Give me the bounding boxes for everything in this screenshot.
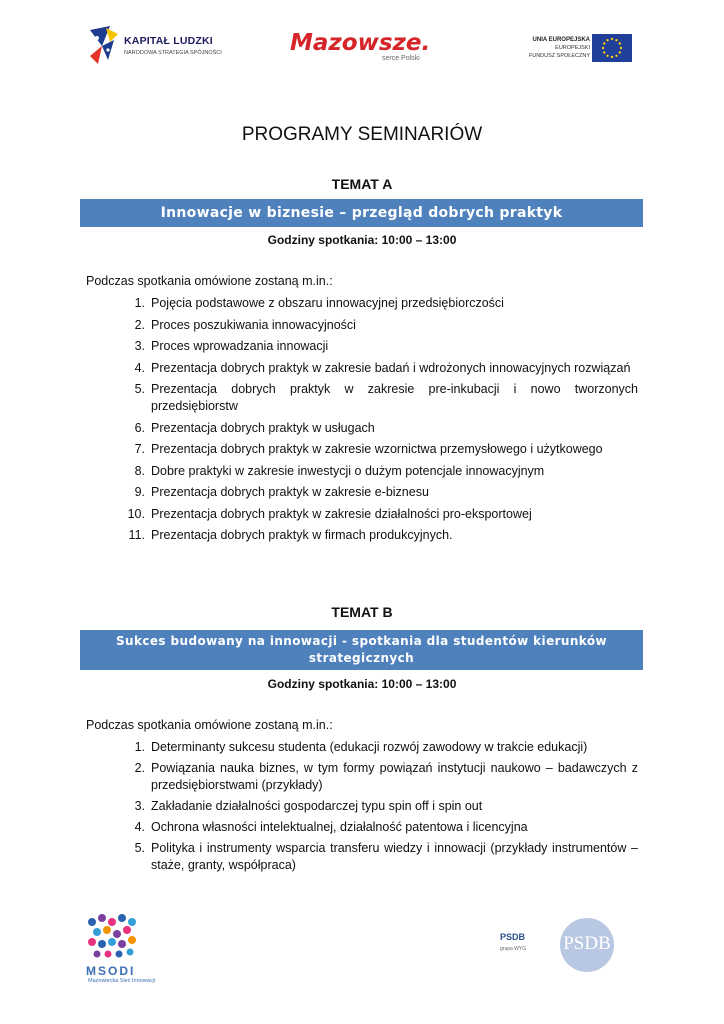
list-item-number: 7. [134, 442, 145, 456]
list-item [110, 317, 638, 334]
list-item [110, 798, 638, 815]
psdb-name: PSDB [500, 932, 526, 942]
list-item-text: Prezentacja dobrych praktyk w firmach produkcyjnych. [151, 528, 453, 542]
list-item [110, 420, 638, 437]
kapital-ludzki-subtitle: NARODOWA STRATEGIA SPÓJNOŚCI [124, 50, 222, 56]
list-item [110, 463, 638, 480]
list-item-text: Prezentacja dobrych praktyk w zakresie pre-inkubacji i nowo tworzonych przedsiębiorstw [151, 382, 638, 413]
list-item-number: 3. [134, 339, 145, 353]
list-item [110, 739, 638, 756]
topic-b-label: TEMAT B [331, 604, 393, 620]
kapital-ludzki-flag-icon [88, 26, 120, 64]
list-item-text: Determinanty sukcesu studenta (edukacji rozwój zawodowy w trakcie edukacji) [151, 740, 588, 754]
msodi-name: MSODI [86, 964, 136, 978]
list-item-text: Proces wprowadzania innowacji [151, 339, 329, 353]
list-item [110, 840, 638, 874]
list-item [110, 295, 638, 312]
list-item-number: 6. [134, 420, 145, 435]
list-item [110, 527, 638, 544]
list-item-number: 11. [128, 528, 145, 542]
list-item-number: 1. [134, 740, 145, 754]
list-item-number: 5. [134, 841, 145, 855]
kapital-ludzki-logo [88, 26, 228, 68]
list-item [110, 484, 638, 501]
eu-text [529, 36, 590, 60]
eu-logo [508, 34, 632, 64]
list-item [110, 760, 638, 794]
list-item-number: 4. [134, 360, 145, 375]
mazowsze-logo [290, 30, 440, 66]
topic-a-intro: Podczas spotkania omówione zostaną m.in.: [86, 274, 333, 288]
mazowsze-title: Mazowsze. [290, 30, 431, 56]
eu-line-3: FUNDUSZ SPOŁECZNY [528, 53, 590, 59]
list-item-text: Prezentacja dobrych praktyk w zakresie badań i wdrożonych innowacyjnych rozwiązań [151, 360, 631, 375]
list-item [110, 819, 638, 836]
list-item [110, 441, 638, 458]
list-item-number: 2. [134, 317, 145, 332]
psdb-subtitle: grupa WYG [500, 946, 527, 952]
list-item-number: 3. [134, 799, 145, 813]
eu-line-2: EUROPEJSKI [555, 45, 590, 51]
list-item-number: 10. [127, 506, 145, 521]
list-item-text: Prezentacja dobrych praktyk w zakresie e-biznesu [151, 485, 429, 499]
list-item-text: Zakładanie działalności gospodarczej typu spin off i spin out [151, 799, 483, 813]
list-item-text: Prezentacja dobrych praktyk w zakresie działalności pro-eksportowej [151, 506, 532, 521]
topic-b-intro: Podczas spotkania omówione zostaną m.in.: [86, 718, 333, 732]
msodi-subtitle: Mazowiecka Sieć Innowacji [88, 978, 155, 984]
list-item [110, 360, 638, 377]
list-item [110, 506, 638, 523]
mazowsze-subtitle: serce Polski [382, 55, 420, 62]
kapital-ludzki-title: KAPITAŁ LUDZKI [124, 35, 213, 47]
list-item-text: Ochrona własności intelektualnej, działalność patentowa i licencyjna [151, 820, 528, 834]
msodi-dots-icon [84, 912, 160, 964]
list-item-number: 5. [134, 382, 145, 396]
eu-line-1: UNIA EUROPEJSKA [532, 37, 590, 43]
list-item-text: Proces poszukiwania innowacyjności [151, 317, 356, 332]
list-item-number: 4. [134, 820, 145, 834]
page-title: PROGRAMY SEMINARIÓW [241, 124, 483, 145]
list-item-number: 2. [134, 761, 145, 775]
list-item-text: Polityka i instrumenty wsparcia transferu wiedzy i innowacji (przykłady instrumentów – staże, granty, współpraca) [151, 841, 638, 872]
topic-a-hours: Godziny spotkania: 10:00 – 13:00 [267, 233, 457, 247]
topic-b-banner: Sukces budowany na innowacji - spotkania dla studentów kierunków strategicznych [80, 630, 643, 670]
list-item-text: Prezentacja dobrych praktyk w usługach [151, 420, 375, 435]
topic-a-label: TEMAT A [331, 176, 393, 192]
topic-a-banner: Innowacje w biznesie – przegląd dobrych praktyk [80, 199, 643, 227]
list-item-text: Pojęcia podstawowe z obszaru innowacyjnej przedsiębiorczości [151, 296, 504, 310]
psdb-mark: PSDB [563, 933, 611, 954]
topic-b-hours: Godziny spotkania: 10:00 – 13:00 [267, 677, 457, 691]
list-item-number: 8. [134, 463, 145, 478]
msodi-logo [84, 912, 160, 984]
list-item-text: Prezentacja dobrych praktyk w zakresie wzornictwa przemysłowego i użytkowego [151, 442, 603, 456]
list-item-text: Dobre praktyki w zakresie inwestycji o dużym potencjale innowacyjnym [151, 463, 545, 478]
list-item [110, 338, 638, 355]
topic-a-list [110, 295, 638, 549]
topic-b-list [110, 739, 638, 878]
list-item-number: 9. [134, 485, 145, 499]
psdb-logo [488, 918, 628, 976]
list-item-text: Powiązania nauka biznes, w tym formy powiązań instytucji naukowo – badawczych z przedsiębiorstwami (przykłady) [151, 761, 638, 792]
eu-flag-icon [592, 34, 632, 62]
list-item [110, 381, 638, 415]
list-item-number: 1. [134, 296, 145, 310]
